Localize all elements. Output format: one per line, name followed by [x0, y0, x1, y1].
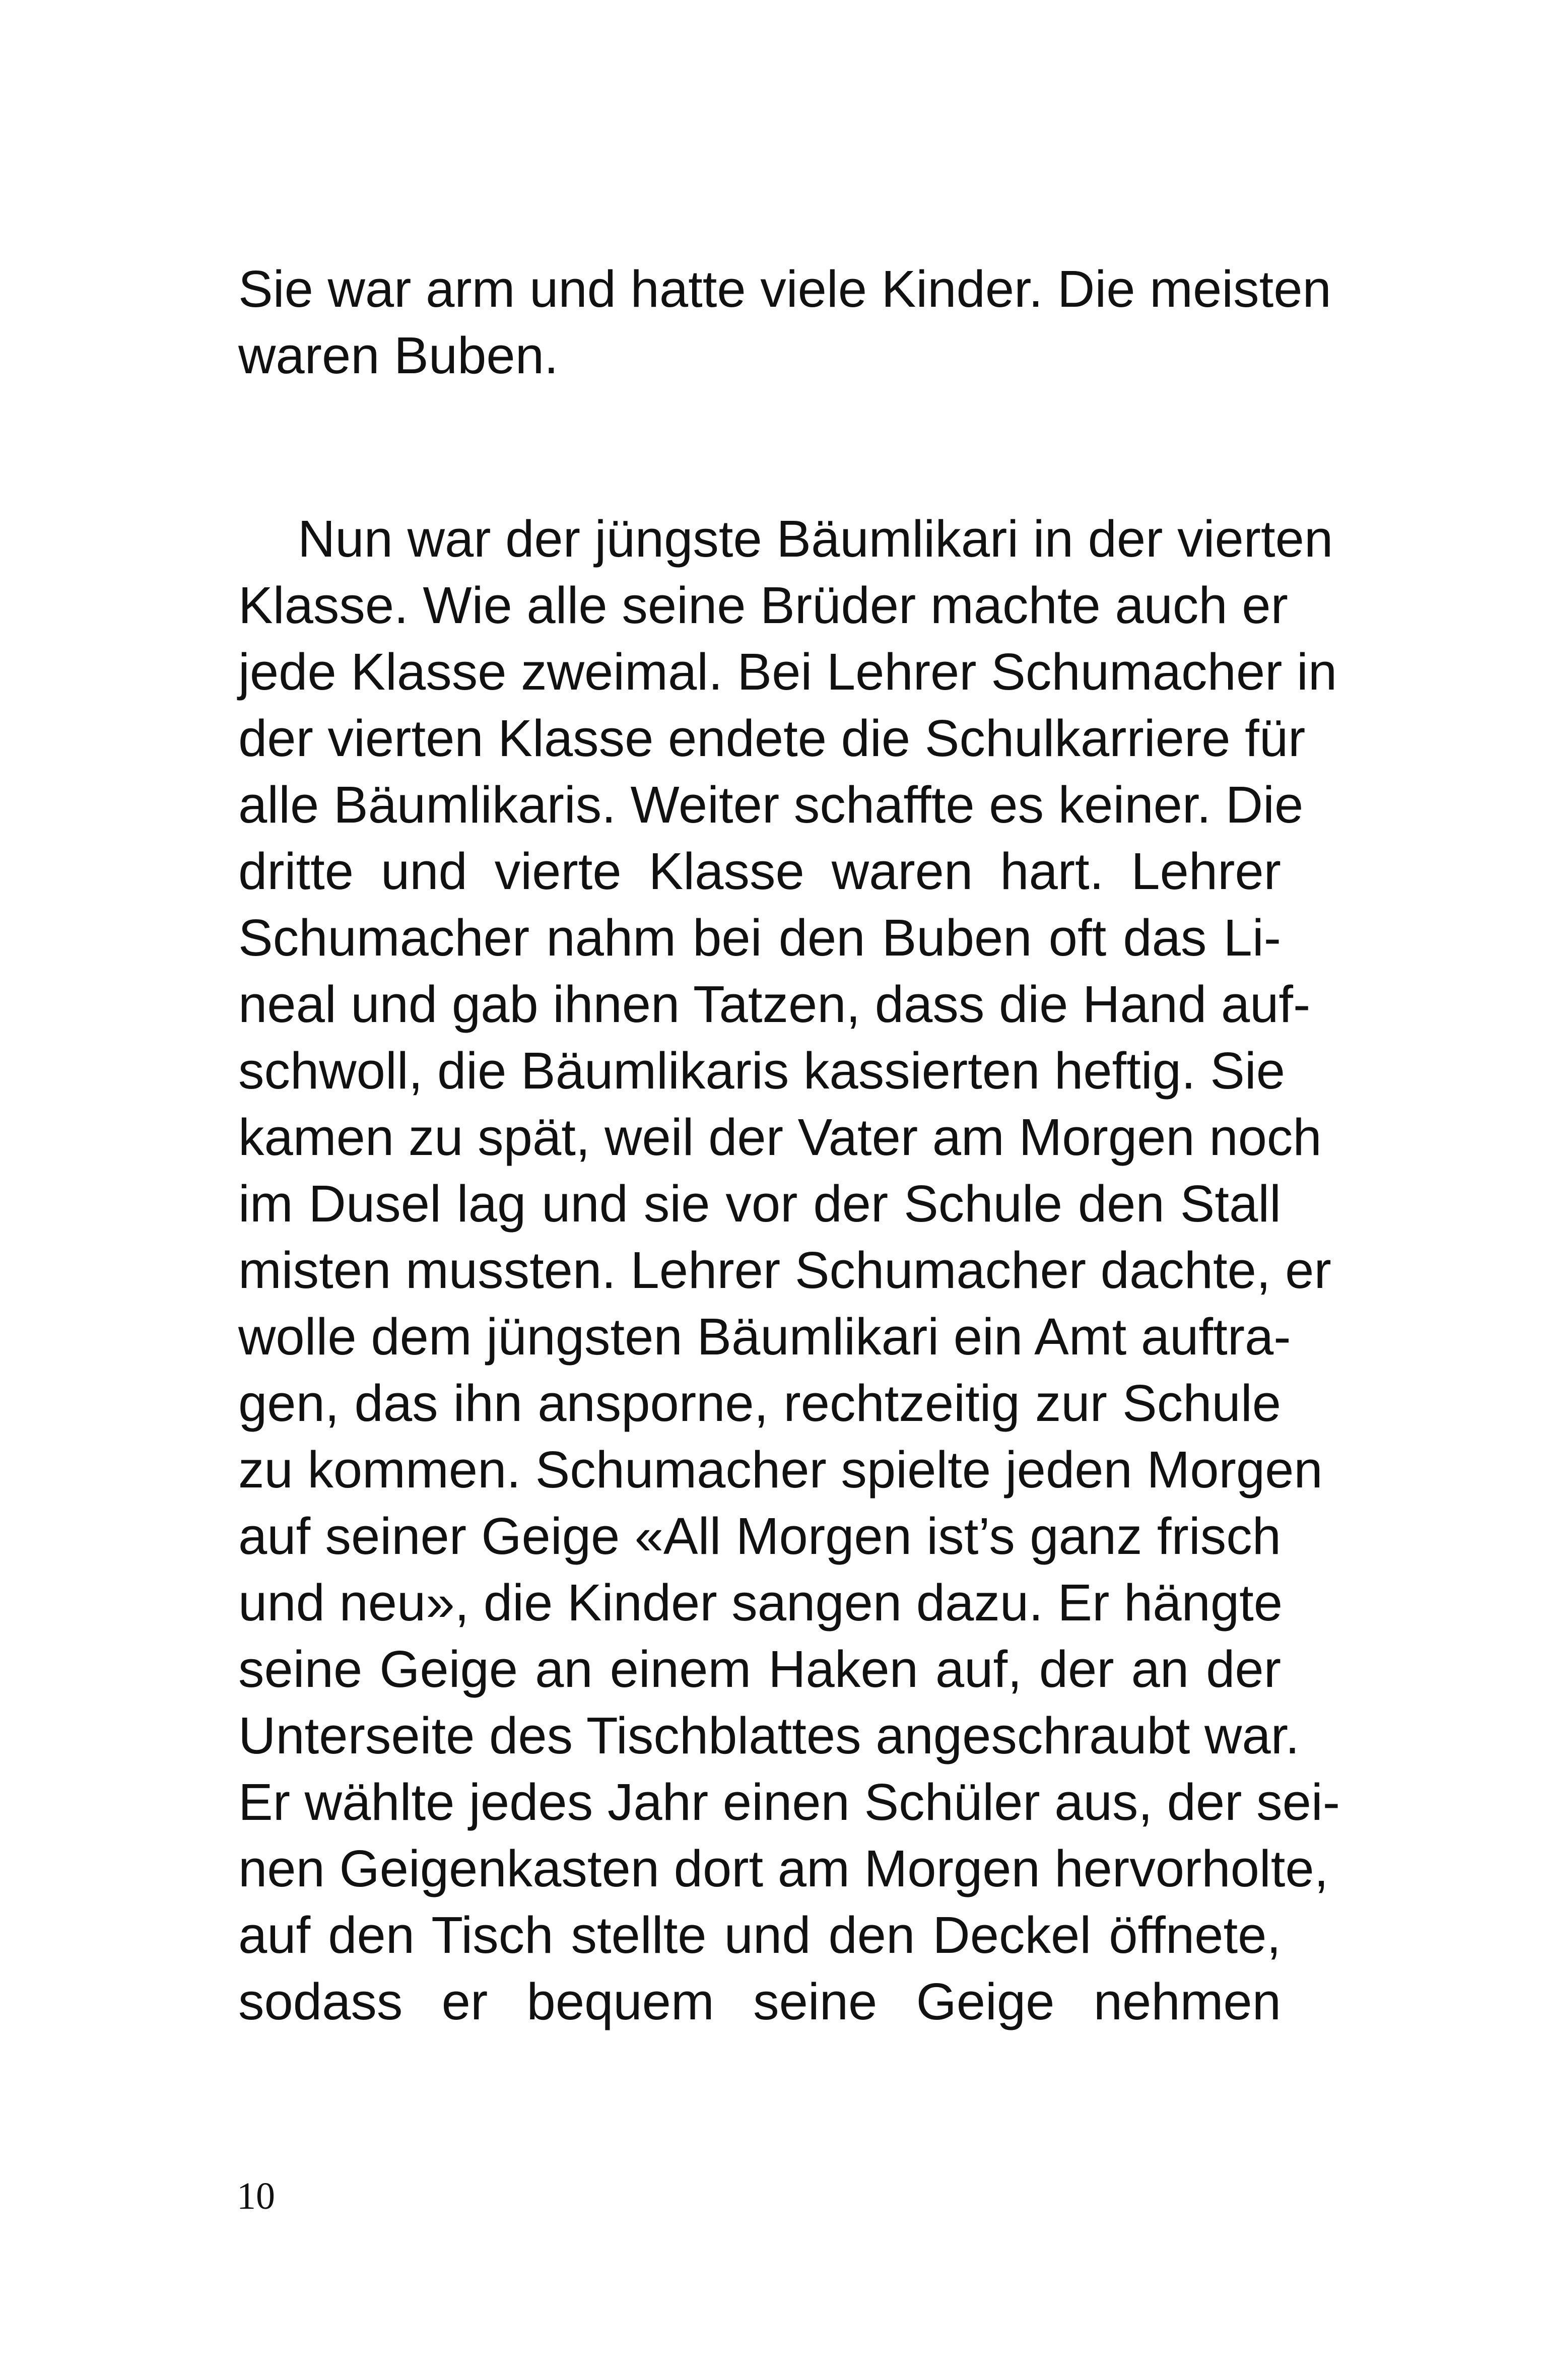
text-line: gen, das ihn ansporne, rechtzeitig zur Schule [238, 1374, 1281, 1432]
text-line: Er wählte jedes Jahr einen Schüler aus, der sei- [238, 1773, 1340, 1831]
text-line: wolle dem jüngsten Bäumlikari ein Amt auftra- [238, 1308, 1291, 1366]
text-line: Klasse. Wie alle seine Brüder machte auch er [238, 576, 1288, 634]
text-line: dritte und vierte Klasse waren hart. Lehrer [238, 842, 1281, 900]
page-number: 10 [237, 2175, 275, 2217]
text-line: zu kommen. Schumacher spielte jeden Morgen [238, 1441, 1323, 1499]
text-line: nen Geigenkasten dort am Morgen hervorholte, [238, 1840, 1329, 1897]
text-line: Sie war arm und hatte viele Kinder. Die meisten [238, 260, 1331, 318]
text-line: misten mussten. Lehrer Schumacher dachte, er [238, 1241, 1331, 1299]
text-line: Nun war der jüngste Bäumlikari in der vierten [298, 510, 1333, 568]
text-line: neal und gab ihnen Tatzen, dass die Hand auf- [238, 975, 1311, 1033]
text-line: auf den Tisch stellte und den Deckel öffnete, [238, 1906, 1281, 1964]
text-line: auf seiner Geige «All Morgen ist’s ganz frisch [238, 1507, 1281, 1565]
text-line: schwoll, die Bäumlikaris kassierten heftig. Sie [238, 1042, 1286, 1100]
text-line: und neu», die Kinder sangen dazu. Er hängte [238, 1574, 1283, 1631]
text-line: der vierten Klasse endete die Schulkarriere für [238, 709, 1306, 767]
text-line: sodass er bequem seine Geige nehmen [238, 1973, 1281, 2030]
text-line: waren Buben. [238, 326, 559, 384]
text-line: seine Geige an einem Haken auf, der an der [238, 1640, 1281, 1698]
text-line: kamen zu spät, weil der Vater am Morgen noch [238, 1108, 1322, 1166]
text-line: jede Klasse zweimal. Bei Lehrer Schumacher in [238, 643, 1337, 701]
text-line: Schumacher nahm bei den Buben oft das Li- [238, 909, 1281, 967]
text-line: Unterseite des Tischblattes angeschraubt war. [238, 1707, 1300, 1764]
text-line: alle Bäumlikaris. Weiter schaffte es keiner. Die [238, 776, 1304, 834]
text-line: im Dusel lag und sie vor der Schule den Stall [238, 1175, 1281, 1233]
